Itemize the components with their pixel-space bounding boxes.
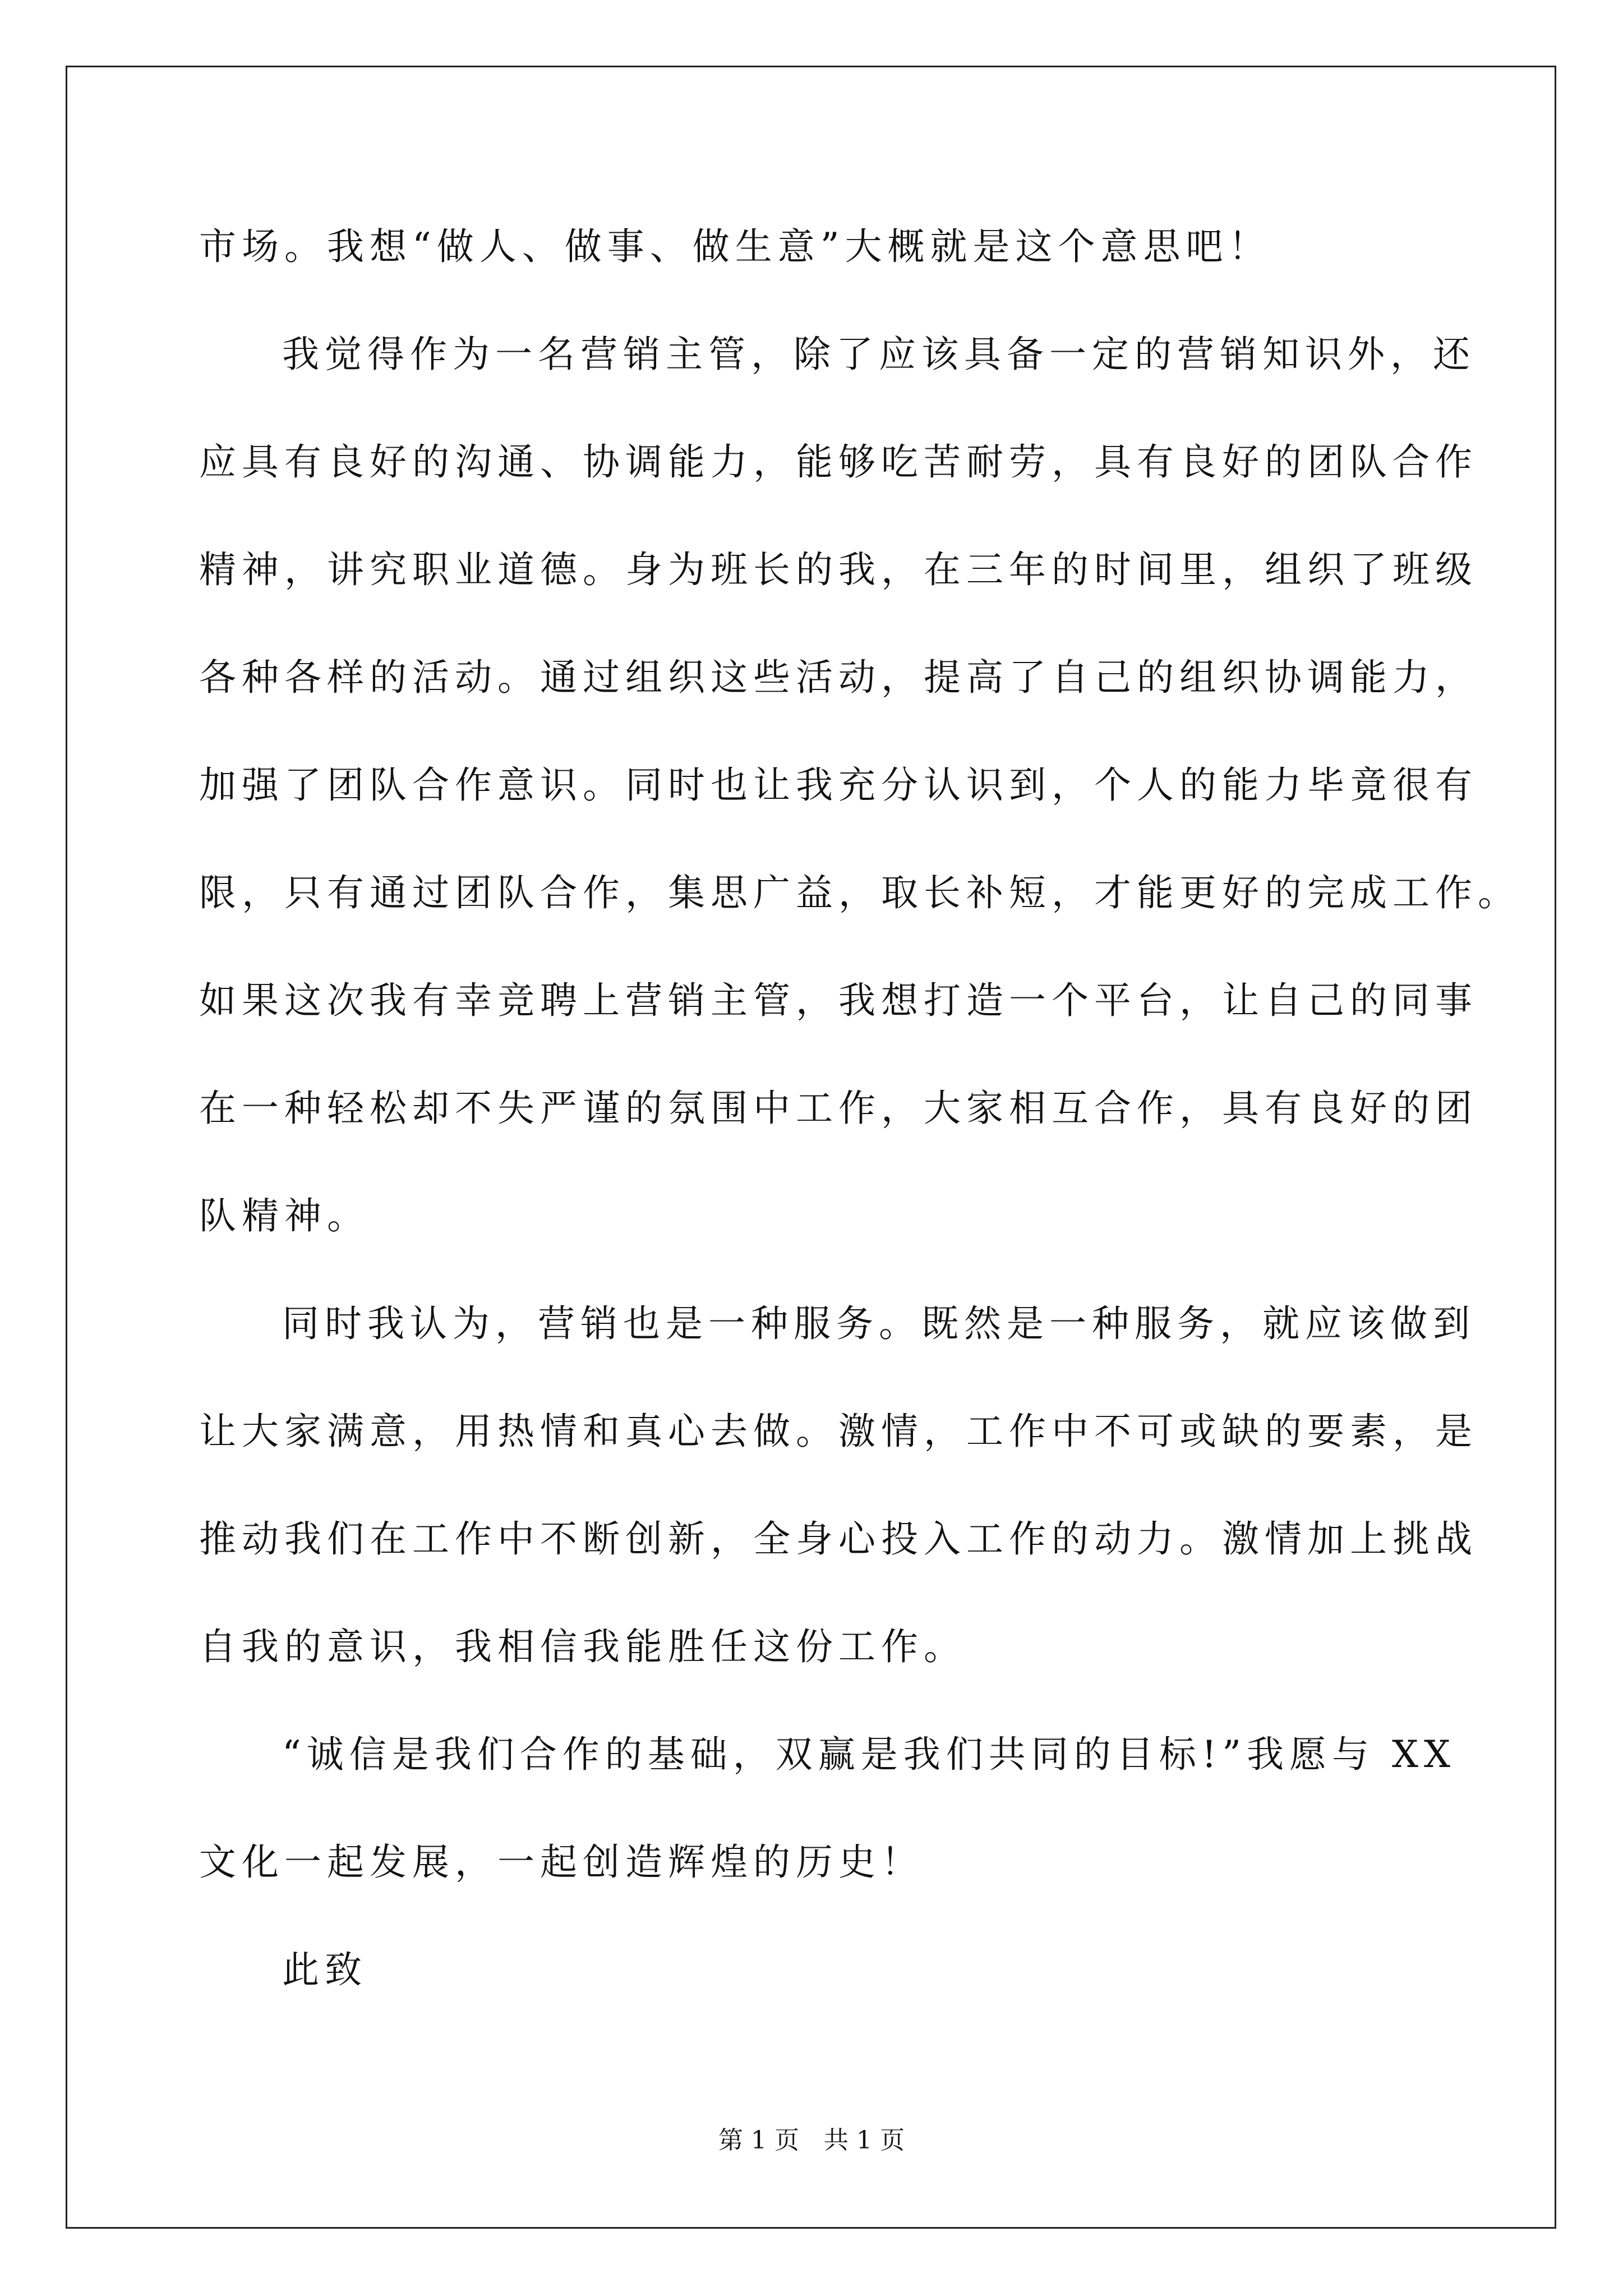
text-line: 文化一起发展，一起创造辉煌的历史！ [199, 1841, 924, 1884]
text-line: 各种各样的活动。通过组织这些活动，提高了自己的组织协调能力， [199, 656, 1478, 699]
paragraph-first-line: “诚信是我们合作的基础，双赢是我们共同的目标!”我愿与 XX [282, 1733, 1456, 1776]
page-number: 第 1 页 共 1 页 [718, 2126, 905, 2155]
text-line: 应具有良好的沟通、协调能力，能够吃苦耐劳，具有良好的团队合作 [199, 440, 1478, 484]
page-footer [0, 2124, 1623, 2157]
closing-salutation: 此致 [282, 1948, 367, 1991]
text-line: 加强了团队合作意识。同时也让我充分认识到，个人的能力毕竟很有 [199, 763, 1478, 807]
page-border [66, 66, 1556, 2229]
paragraph-first-line: 同时我认为，营销也是一种服务。既然是一种服务，就应该做到 [282, 1302, 1476, 1345]
paragraph-first-line: 我觉得作为一名营销主管，除了应该具备一定的营销知识外，还 [282, 333, 1476, 376]
text-line: 精神，讲究职业道德。身为班长的我，在三年的时间里，组织了班级 [199, 548, 1478, 591]
text-line: 如果这次我有幸竞聘上营销主管，我想打造一个平台，让自己的同事 [199, 979, 1478, 1022]
text-line: 让大家满意，用热情和真心去做。激情，工作中不可或缺的要素，是 [199, 1410, 1478, 1453]
text-line: 推动我们在工作中不断创新，全身心投入工作的动力。激情加上挑战 [199, 1517, 1478, 1561]
text-line: 市场。我想“做人、做事、做生意”大概就是这个意思吧！ [199, 225, 1271, 268]
text-line: 队精神。 [199, 1194, 370, 1237]
text-line: 自我的意识，我相信我能胜任这份工作。 [199, 1625, 966, 1668]
text-line: 在一种轻松却不失严谨的氛围中工作，大家相互合作，具有良好的团 [199, 1087, 1478, 1130]
text-line: 限，只有通过团队合作，集思广益，取长补短，才能更好的完成工作。 [199, 871, 1520, 914]
